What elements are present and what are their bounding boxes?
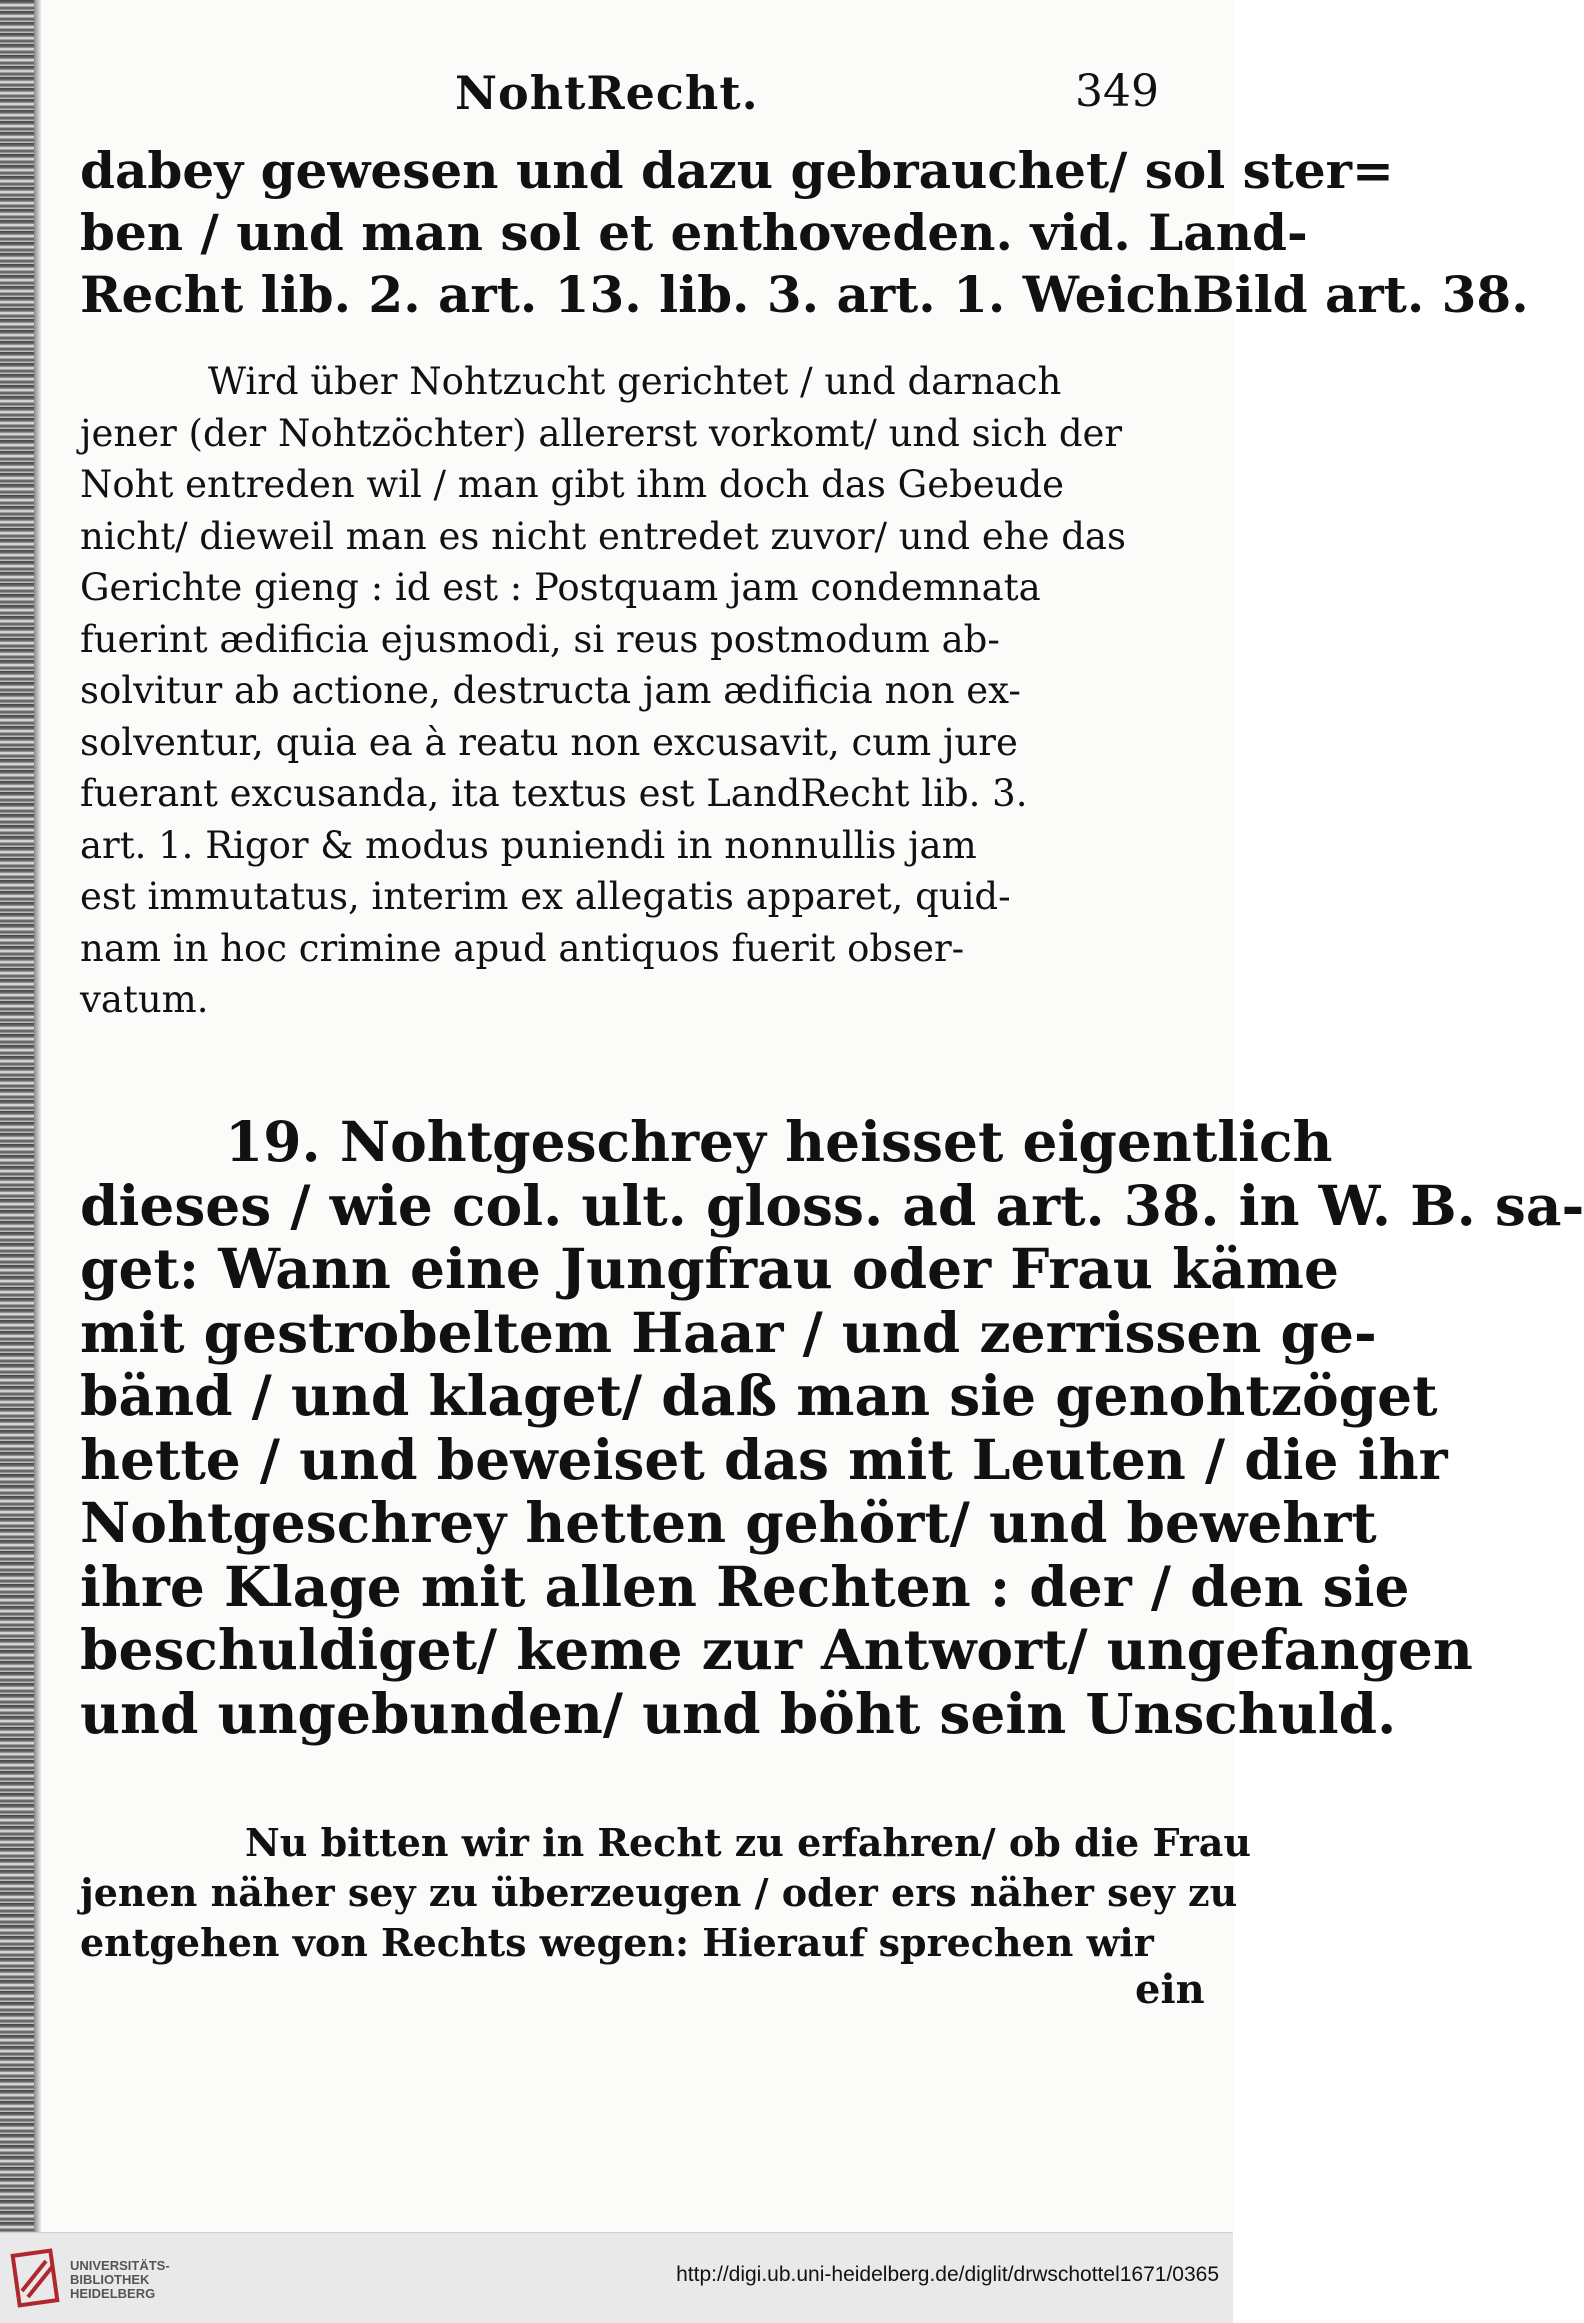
text-line: fuerint ædificia ejusmodi, si reus postmodum ab- [80, 617, 1000, 661]
text-line: Nohtgeschrey hetten gehört/ und bewehrt [80, 1490, 1377, 1555]
text-line: Recht lib. 2. art. 13. lib. 3. art. 1. WeichBild art. 38. [80, 265, 1529, 324]
text-line: vatum. [80, 978, 209, 1021]
paragraph-3 [80, 1109, 1584, 1746]
text-line: jenen näher sey zu überzeugen / oder ers näher sey zu [80, 1870, 1238, 1915]
catchword: ein [1135, 1966, 1205, 2013]
text-line: ben / und man sol et enthoveden. vid. Land- [80, 203, 1308, 262]
text-line: nam in hoc crimine apud antiquos fuerit obser- [80, 926, 965, 970]
text-line: hette / und beweiset das mit Leuten / die ihr [80, 1426, 1448, 1492]
text-line: solventur, quia ea à reatu non excusavit, cum jure [80, 720, 1018, 764]
page-binding-shadow [34, 0, 42, 2232]
paragraph-2 [80, 356, 1190, 1026]
text-line: dieses / wie col. ult. gloss. ad art. 38. in W. B. sa- [80, 1172, 1584, 1238]
paragraph-4 [80, 1818, 1252, 1968]
library-name [70, 2259, 170, 2301]
text-line: Wird über Nohtzucht gerichtet / und darnach [208, 360, 1062, 403]
source-url-link[interactable]: http://digi.ub.uni-heidelberg.de/diglit/drwschottel1671/0365 [676, 2263, 1219, 2286]
text-line: get: Wann eine Jungfrau oder Frau käme [80, 1236, 1339, 1301]
text-line: 19. Nohtgeschrey heisset eigentlich [225, 1109, 1333, 1174]
text-line: dabey gewesen und dazu gebrauchet/ sol ster= [80, 141, 1394, 200]
text-line: art. 1. Rigor & modus puniendi in nonnullis jam [80, 823, 977, 867]
footer-bar [0, 2232, 1233, 2323]
running-header-title: NohtRecht. [455, 66, 759, 120]
text-line: beschuldiget/ keme zur Antwort/ ungefangen [80, 1617, 1473, 1682]
page-binding-edge [0, 0, 34, 2232]
text-line: nicht/ dieweil man es nicht entredet zuvor/ und ehe das [80, 514, 1126, 558]
page-number: 349 [1075, 66, 1159, 117]
text-line: ihre Klage mit allen Rechten : der / den sie [80, 1553, 1410, 1619]
text-line: bänd / und klaget/ daß man sie genohtzöget [80, 1363, 1438, 1428]
text-line: mit gestrobeltem Haar / und zerrissen ge- [80, 1299, 1377, 1365]
library-name-line: HEIDELBERG [70, 2286, 156, 2301]
text-line: Gerichte gieng : id est : Postquam jam condemnata [80, 566, 1041, 609]
text-line: Noht entreden wil / man gibt ihm doch das Gebeude [80, 463, 1065, 506]
text-line: jener (der Nohtzöchter) allererst vorkomt/ und sich der [80, 411, 1123, 455]
text-line: est immutatus, interim ex allegatis apparet, quid- [80, 875, 1011, 918]
library-name-line: UNIVERSITÄTS- [70, 2258, 170, 2273]
library-name-line: BIBLIOTHEK [70, 2272, 150, 2287]
text-line: entgehen von Rechts wegen: Hierauf sprechen wir [80, 1920, 1154, 1965]
text-line: fuerant excusanda, ita textus est LandRecht lib. 3. [80, 772, 1028, 815]
paragraph-1 [80, 140, 1529, 326]
text-line: solvitur ab actione, destructa jam ædificia non ex- [80, 669, 1021, 712]
text-line: und ungebunden/ und böht sein Unschuld. [80, 1680, 1397, 1746]
university-logo-icon [14, 2247, 60, 2309]
text-line: Nu bitten wir in Recht zu erfahren/ ob die Frau [245, 1820, 1252, 1865]
